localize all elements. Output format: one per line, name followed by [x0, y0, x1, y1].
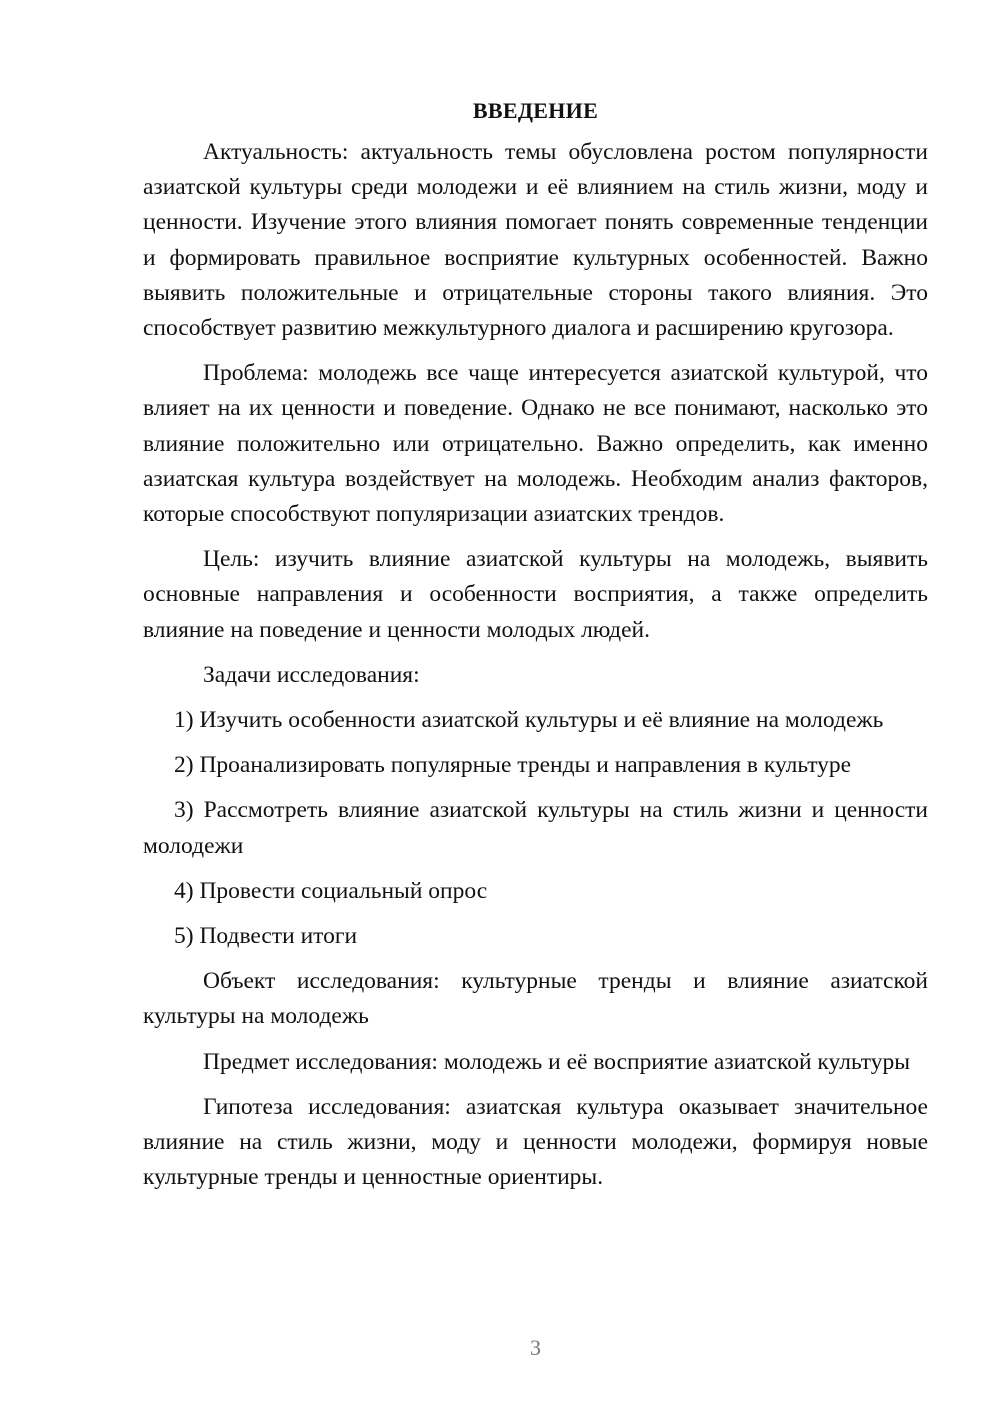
task-item: 1) Изучить особенности азиатской культуры и её влияние на молодежь [174, 707, 884, 734]
task-item: 3) Рассмотреть влияние азиатской культуры на стиль жизни и ценности молодежи [143, 797, 928, 859]
task-item: 4) Провести социальный опрос [174, 877, 488, 904]
hypothesis-paragraph: Гипотеза исследования: азиатская культура оказывает значительное влияние на стиль жизни, моду и ценности молодежи, формируя новые культурные тренды и ценностные ориентиры. [143, 1093, 928, 1191]
object-paragraph: Объект исследования: культурные тренды и влияние азиатской культуры на молодежь [143, 968, 928, 1030]
goal-paragraph: Цель: изучить влияние азиатской культуры на молодежь, выявить основные направления и особенности восприятия, а также определить влияние на поведение и ценности молодых людей. [143, 546, 928, 643]
page-number: 3 [530, 1335, 541, 1360]
page-content [143, 93, 928, 1205]
section-title: ВВЕДЕНИЕ [472, 98, 599, 123]
tasks-heading: Задачи исследования: [203, 661, 420, 688]
task-item: 2) Проанализировать популярные тренды и направления в культуре [174, 752, 852, 779]
relevance-paragraph: Актуальность: актуальность темы обусловлена ростом популярности азиатской культуры среди молодежи и её влиянием на стиль жизни, моду и ценности. Изучение этого влияния помогает понять современные тенденции и формировать правильное восприятие культурных особенностей. Важно выявить положительные и отрицательные стороны такого влияния. Это способствует развитию межкультурного диалога и расширению кругозора. [143, 139, 928, 342]
subject-paragraph: Предмет исследования: молодежь и её восприятие азиатской культуры [203, 1048, 911, 1075]
task-item: 5) Подвести итоги [174, 923, 358, 950]
problem-paragraph: Проблема: молодежь все чаще интересуется азиатской культурой, что влияет на их ценности и поведение. Однако не все понимают, насколько это влияние положительно или отрицательно. Важно определить, как именно азиатская культура воздействует на молодежь. Необходим анализ факторов, которые способствуют популяризации азиатских трендов. [143, 360, 928, 528]
